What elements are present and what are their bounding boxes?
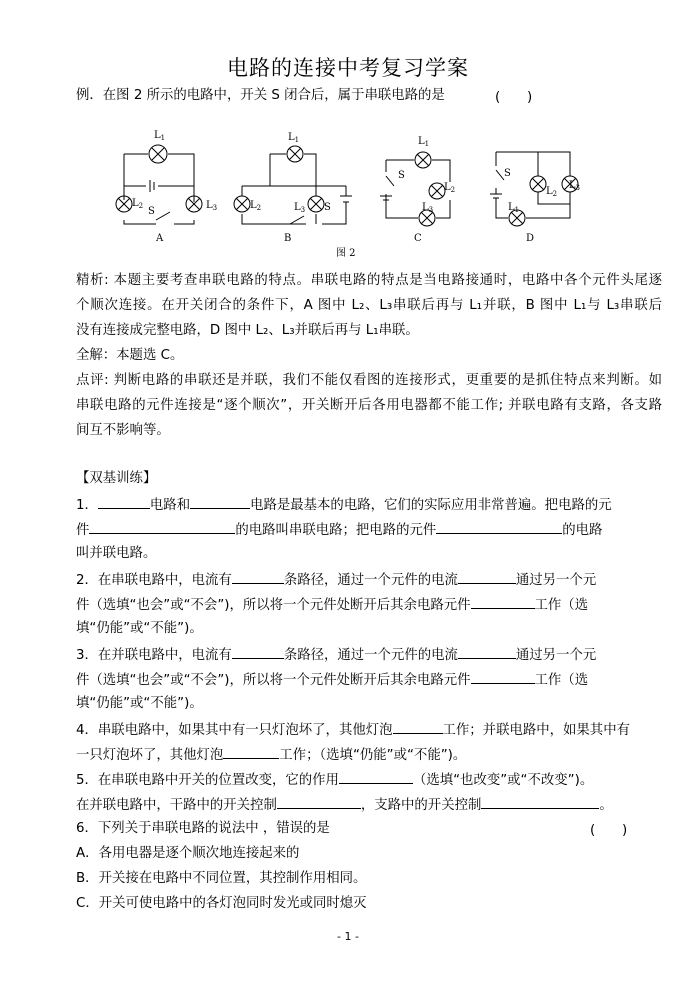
example-question: 例．在图 2 所示的电路中，开关 S 闭合后，属于串联电路的是 xyxy=(76,88,445,103)
comment-line-2: 串联电路的元件连接是“逐个顺次”，开关断开后各用电器都不能工作; 并联电路有支路，各支路 xyxy=(76,398,662,413)
label-c-l2: $L_2$ xyxy=(444,182,456,194)
blank[interactable] xyxy=(232,569,284,584)
comment-line-3: 间互不影响等。 xyxy=(76,423,170,438)
question-3-line-2: 件（选填“也会”或“不会”)，所以将一个元件处断开后其余电路元件 工作（选 xyxy=(76,669,662,691)
question-2-line-1: 2．在串联电路中，电流有 条路径，通过一个元件的电流 通过另一个元 xyxy=(76,569,662,591)
question-5-line-2: 在并联电路中，干路中的开关控制 ，支路中的开关控制 。 xyxy=(76,794,662,816)
label-b-s: S xyxy=(324,202,331,213)
option-a[interactable]: A．各用电器是逐个顺次地连接起来的 xyxy=(76,846,300,861)
blank[interactable] xyxy=(458,569,516,584)
question-1-line-1: 1． 电路和 电路是最基本的电路，它们的实际应用非常普遍。把电路的元 xyxy=(76,494,662,516)
label-a-l2: $L_2$ xyxy=(132,198,144,210)
blank[interactable] xyxy=(232,644,284,659)
blank[interactable] xyxy=(98,494,150,509)
answer-parentheses: ( ) xyxy=(590,823,628,838)
page-title: 电路的连接中考复习学案 xyxy=(227,56,469,80)
label-c-l1: $L_1$ xyxy=(418,136,430,148)
blank[interactable] xyxy=(458,644,516,659)
option-c[interactable]: C．开关可使电路中的各灯泡同时发光或同时熄灭 xyxy=(76,896,367,911)
answer-parentheses: ( ) xyxy=(495,90,533,105)
blank[interactable] xyxy=(436,519,562,534)
label-b-l1: $L_1$ xyxy=(288,132,300,144)
label-c-s: S xyxy=(398,170,405,181)
question-3-line-1: 3．在并联电路中，电流有 条路径，通过一个元件的电流 通过另一个元 xyxy=(76,644,662,666)
question-5-line-1: 5．在串联电路中开关的位置改变，它的作用 （选填“也改变”或“不改变”)。 xyxy=(76,769,662,791)
blank[interactable] xyxy=(481,794,599,809)
question-6-stem: 6．下列关于串联电路的说法中 ，错误的是 xyxy=(76,821,330,836)
question-2-line-2: 件（选填“也会”或“不会”)，所以将一个元件处断开后其余电路元件 工作（选 xyxy=(76,594,662,616)
blank[interactable] xyxy=(471,669,535,684)
section-heading: 【双基训练】 xyxy=(76,471,157,486)
label-b-l2: $L_2$ xyxy=(250,200,262,212)
blank[interactable] xyxy=(393,719,443,734)
label-b-l3: $L_3$ xyxy=(294,202,306,214)
circuit-d xyxy=(490,152,578,226)
figure-caption: 图 2 xyxy=(336,248,356,259)
circuit-b-letter: B xyxy=(284,233,292,244)
blank[interactable] xyxy=(277,794,361,809)
option-b[interactable]: B．开关接在电路中不同位置，其控制作用相同。 xyxy=(76,871,367,886)
circuit-c-letter: C xyxy=(414,233,422,244)
page-number: - 1 - xyxy=(337,930,359,943)
question-4-line-2: 一只灯泡坏了，其他灯泡 工作；（选填“仍能”或“不能”)。 xyxy=(76,744,662,766)
blank[interactable] xyxy=(339,769,413,784)
question-4-line-1: 4．串联电路中，如果其中有一只灯泡坏了，其他灯泡 工作；并联电路中，如果其中有 xyxy=(76,719,662,741)
comment-line-1: 点评: 判断电路的串联还是并联，我们不能仅看图的连接形式，更重要的是抓住特点来判断。如 xyxy=(76,373,662,388)
label-d-s: S xyxy=(504,168,511,179)
circuit-a xyxy=(116,145,202,224)
analysis-line-1: 精析: 本题主要考查串联电路的特点。串联电路的特点是当电路接通时，电路中各个元件头尾逐 xyxy=(76,273,662,288)
blank[interactable] xyxy=(190,494,250,509)
label-d-l1: $L_1$ xyxy=(508,202,520,214)
question-3-line-3: 填“仍能”或“不能”)。 xyxy=(76,696,203,711)
circuit-figure xyxy=(110,124,580,264)
blank[interactable] xyxy=(89,519,235,534)
circuit-d-letter: D xyxy=(526,233,535,244)
label-d-l2: $L_2$ xyxy=(546,186,558,198)
circuit-a-letter: A xyxy=(156,233,164,244)
blank[interactable] xyxy=(223,744,279,759)
circuit-c xyxy=(380,152,450,226)
label-a-l1: $L_1$ xyxy=(154,130,166,142)
analysis-line-2: 个顺次连接。在开关闭合的条件下，A 图中 L₂、L₃串联后再与 L₁并联，B 图中 L₁与 L₃串联后 xyxy=(76,298,662,313)
label-a-s: S xyxy=(148,206,155,217)
answer-line: 全解：本题选 C。 xyxy=(76,348,184,363)
question-1-line-2: 件 的电路叫串联电路；把电路的元件 的电路 xyxy=(76,519,662,541)
label-a-l3: $L_3$ xyxy=(206,200,218,212)
question-1-line-3: 叫并联电路。 xyxy=(76,546,157,561)
label-d-l3: $L_3$ xyxy=(568,180,580,192)
blank[interactable] xyxy=(471,594,535,609)
question-2-line-3: 填“仍能”或“不能”)。 xyxy=(76,621,203,636)
analysis-line-3: 没有连接成完整电路，D 图中 L₂、L₃并联后再与 L₁串联。 xyxy=(76,323,419,338)
circuit-b xyxy=(234,146,352,224)
label-c-l3: $L_3$ xyxy=(422,202,434,214)
